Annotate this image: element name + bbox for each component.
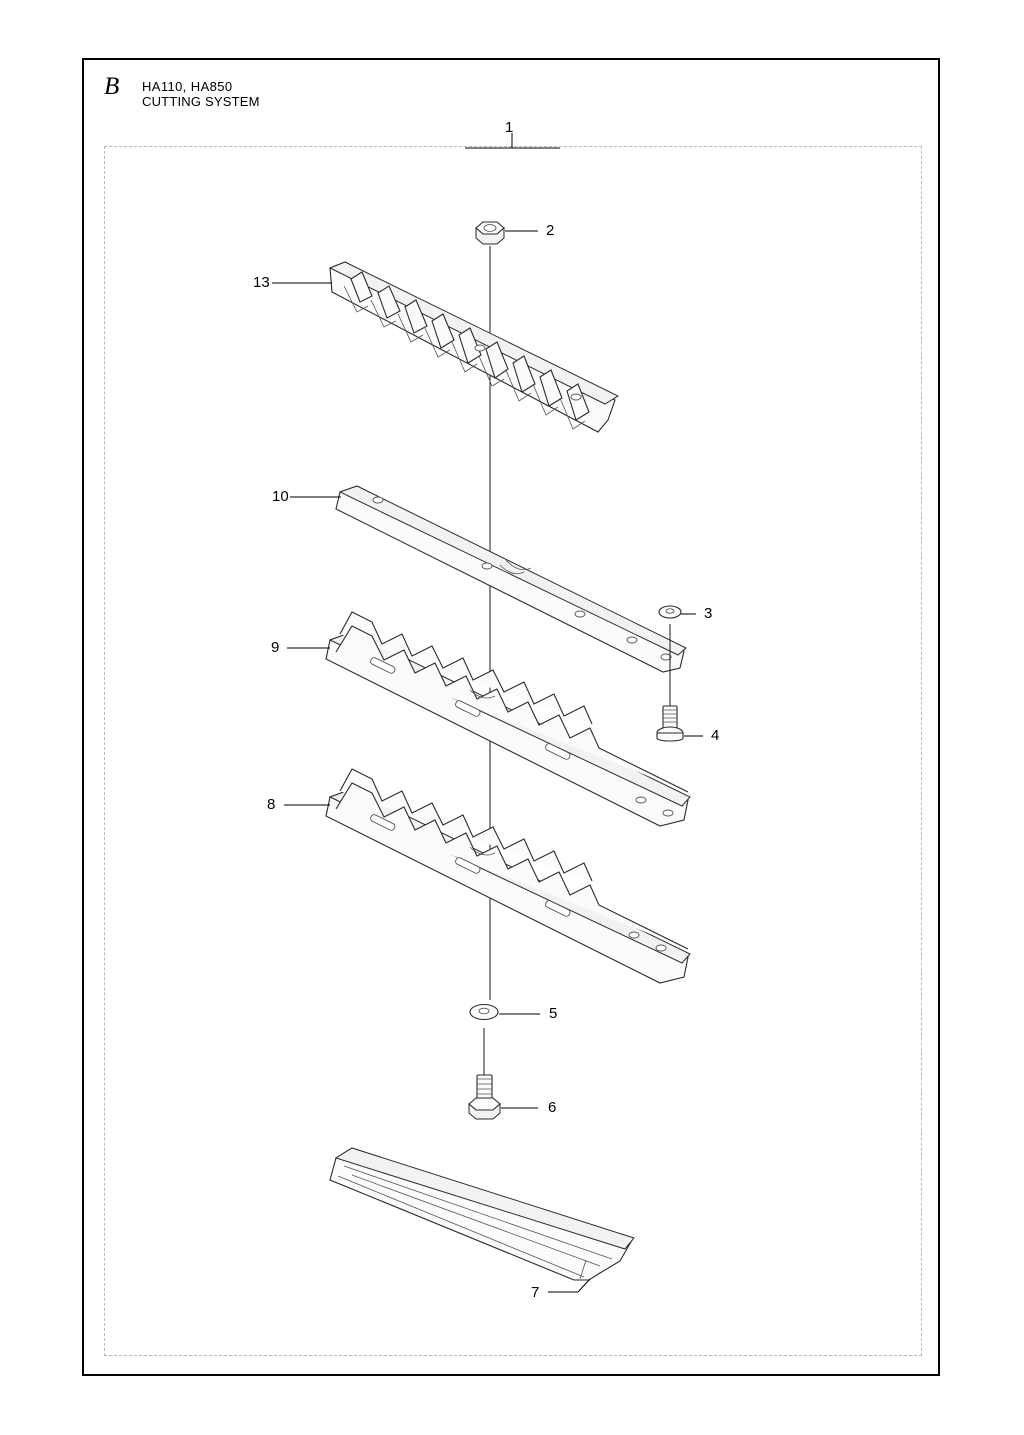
part-hex-bolt-6 [469, 1075, 538, 1119]
model-line: HA110, HA850 [142, 79, 233, 94]
section-letter: B [104, 73, 120, 100]
callout-10: 10 [272, 488, 289, 505]
part-blade-cover [330, 1148, 634, 1292]
callout-6: 6 [548, 1099, 557, 1116]
callout-4: 4 [711, 727, 720, 744]
part-upper-tooth-bar [272, 262, 618, 432]
callout-7: 7 [531, 1284, 540, 1301]
part-flat-washer-5 [470, 1005, 540, 1020]
callout-9: 9 [271, 639, 280, 656]
part-washer-3 [659, 606, 696, 618]
callout-8: 8 [267, 796, 276, 813]
group-title: CUTTING SYSTEM [142, 94, 260, 109]
callout-3: 3 [704, 605, 713, 622]
callout-2: 2 [546, 222, 555, 239]
callout-5: 5 [549, 1005, 558, 1022]
callout-1: 1 [505, 119, 514, 136]
part-lock-nut [476, 222, 538, 244]
callout-13: 13 [253, 274, 270, 291]
